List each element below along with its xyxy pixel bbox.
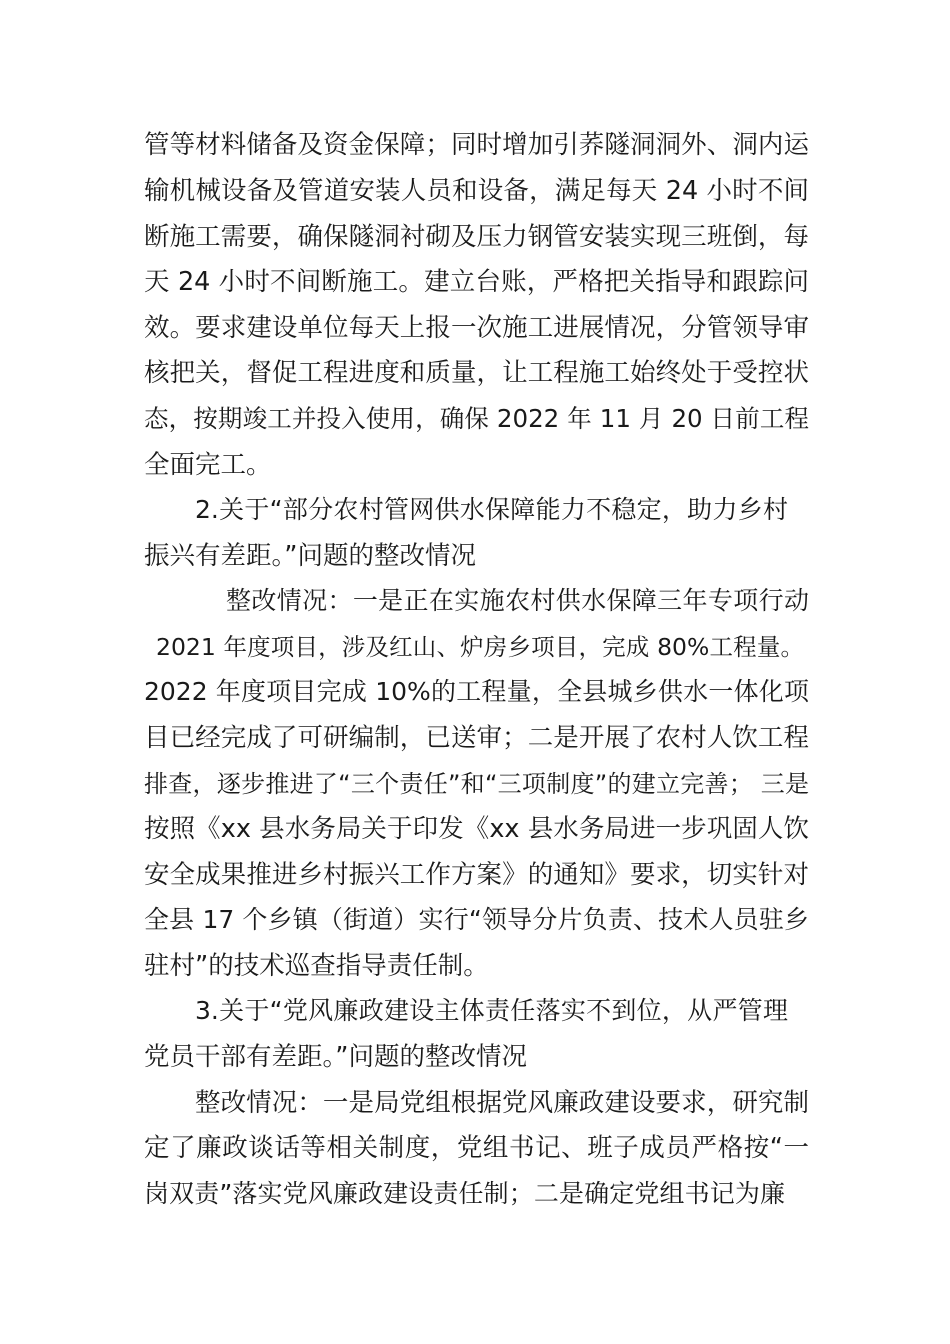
- text-line: 2021 年度项目，涉及红山、炉房乡项目，完成 80%工程量。: [156, 633, 804, 661]
- section-heading: 2.关于“部分农村管网供水保障能力不稳定，助力乡村: [195, 495, 788, 524]
- section-heading: 3.关于“党风廉政建设主体责任落实不到位，从严管理: [195, 996, 788, 1025]
- text-line: 目已经完成了可研编制，已送审；二是开展了农村人饮工程: [144, 723, 809, 753]
- text-line: 核把关，督促工程进度和质量，让工程施工始终处于受控状: [144, 358, 809, 388]
- text-line: 2022 年度项目完成 10%的工程量，全县城乡供水一体化项: [144, 677, 809, 706]
- text-line: 天 24 小时不间断施工。建立台账，严格把关指导和跟踪问: [144, 267, 809, 297]
- text-line: 态，按期竣工并投入使用，确保 2022 年 11 月 20 日前工程: [144, 404, 809, 433]
- text-line: 安全成果推进乡村振兴工作方案》的通知》要求，切实针对: [144, 860, 809, 890]
- text-line: 整改情况：一是正在实施农村供水保障三年专项行动: [226, 586, 809, 615]
- text-line: 驻村”的技术巡查指导责任制。: [144, 951, 489, 981]
- text-line: 全县 17 个乡镇（街道）实行“领导分片负责、技术人员驻乡: [144, 905, 809, 934]
- text-line: 断施工需要，确保隧洞衬砌及压力钢管安装实现三班倒，每: [144, 222, 809, 252]
- text-line: 整改情况：一是局党组根据党风廉政建设要求，研究制: [195, 1088, 809, 1118]
- text-line: 按照《xx 县水务局关于印发《xx 县水务局进一步巩固人饮: [144, 814, 809, 844]
- text-line: 管等材料储备及资金保障；同时增加引荞隧洞洞外、洞内运: [144, 130, 809, 160]
- text-line: 效。要求建设单位每天上报一次施工进展情况，分管领导审: [144, 313, 809, 343]
- text-line: 输机械设备及管道安装人员和设备，满足每天 24 小时不间: [144, 176, 809, 206]
- text-line: 全面完工。: [144, 450, 272, 480]
- text-line: 岗双责”落实党风廉政建设责任制；二是确定党组书记为廉: [144, 1179, 785, 1208]
- section-heading: 党员干部有差距。”问题的整改情况: [144, 1042, 527, 1072]
- text-line: 定了廉政谈话等相关制度，党组书记、班子成员严格按“一: [144, 1133, 809, 1163]
- text-line: 排查，逐步推进了“三个责任”和“三项制度”的建立完善； 三是: [144, 770, 809, 798]
- section-heading: 振兴有差距。”问题的整改情况: [144, 541, 476, 571]
